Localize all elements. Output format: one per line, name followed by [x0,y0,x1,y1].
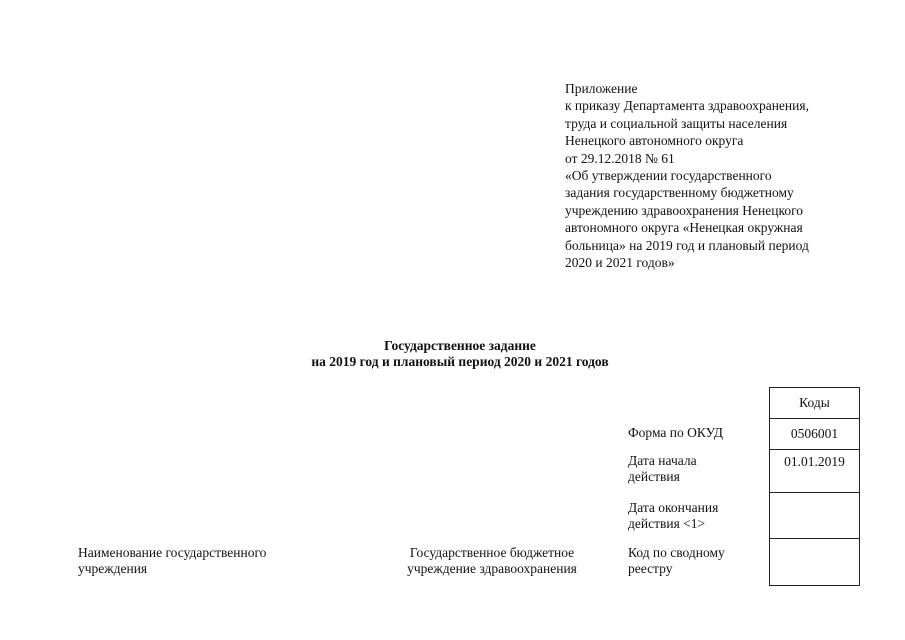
start-date-cell: 01.01.2019 [770,450,860,493]
okud-code-cell: 0506001 [770,419,860,450]
end-date-cell [770,493,860,539]
title-line-1: Государственное задание [384,338,536,353]
appendix-line: Приложение [565,81,638,96]
appendix-line: Ненецкого автономного округа [565,133,744,149]
institution-name-label-line-1: Наименование государственного [78,545,267,560]
end-date-label-line-1: Дата окончания [628,500,719,515]
title-line-2: на 2019 год и плановый период 2020 и 2021 годов [311,354,609,369]
appendix-line: задания государственному бюджетному [565,185,794,201]
appendix-block [565,80,865,271]
okud-label: Форма по ОКУД [628,425,724,440]
institution-name-label [78,545,266,577]
institution-name-value [396,545,588,577]
registry-code-label [628,545,725,577]
start-date-label [628,453,697,485]
end-date-label-line-2: действия <1> [628,516,706,531]
appendix-line: 2020 и 2021 годов» [565,255,675,271]
appendix-line: от 29.12.2018 № 61 [565,150,675,166]
appendix-line: труда и социальной защиты населения [565,115,788,131]
appendix-line: больница» на 2019 год и плановый период [565,237,809,253]
institution-name-label-line-2: учреждения [78,561,148,576]
start-date-label-line-2: действия [628,469,680,484]
appendix-line: учреждению здравоохранения Ненецкого [565,202,804,218]
codes-table [769,387,860,586]
end-date-label [628,500,718,532]
institution-name-value-line-1: Государственное бюджетное [409,545,575,560]
institution-name-value-line-2: учреждение здравоохранения [407,561,577,576]
registry-code-cell [770,539,860,586]
document-title [260,338,660,370]
registry-code-label-line-2: реестру [628,561,673,576]
registry-code-label-line-1: Код по сводному [628,545,725,560]
start-date-label-line-1: Дата начала [628,453,697,468]
appendix-line: автономного округа «Ненецкая окружная [565,220,803,236]
codes-header: Коды [770,388,860,419]
appendix-line: к приказу Департамента здравоохранения, [565,98,809,114]
appendix-line: «Об утверждении государственного [565,168,772,184]
